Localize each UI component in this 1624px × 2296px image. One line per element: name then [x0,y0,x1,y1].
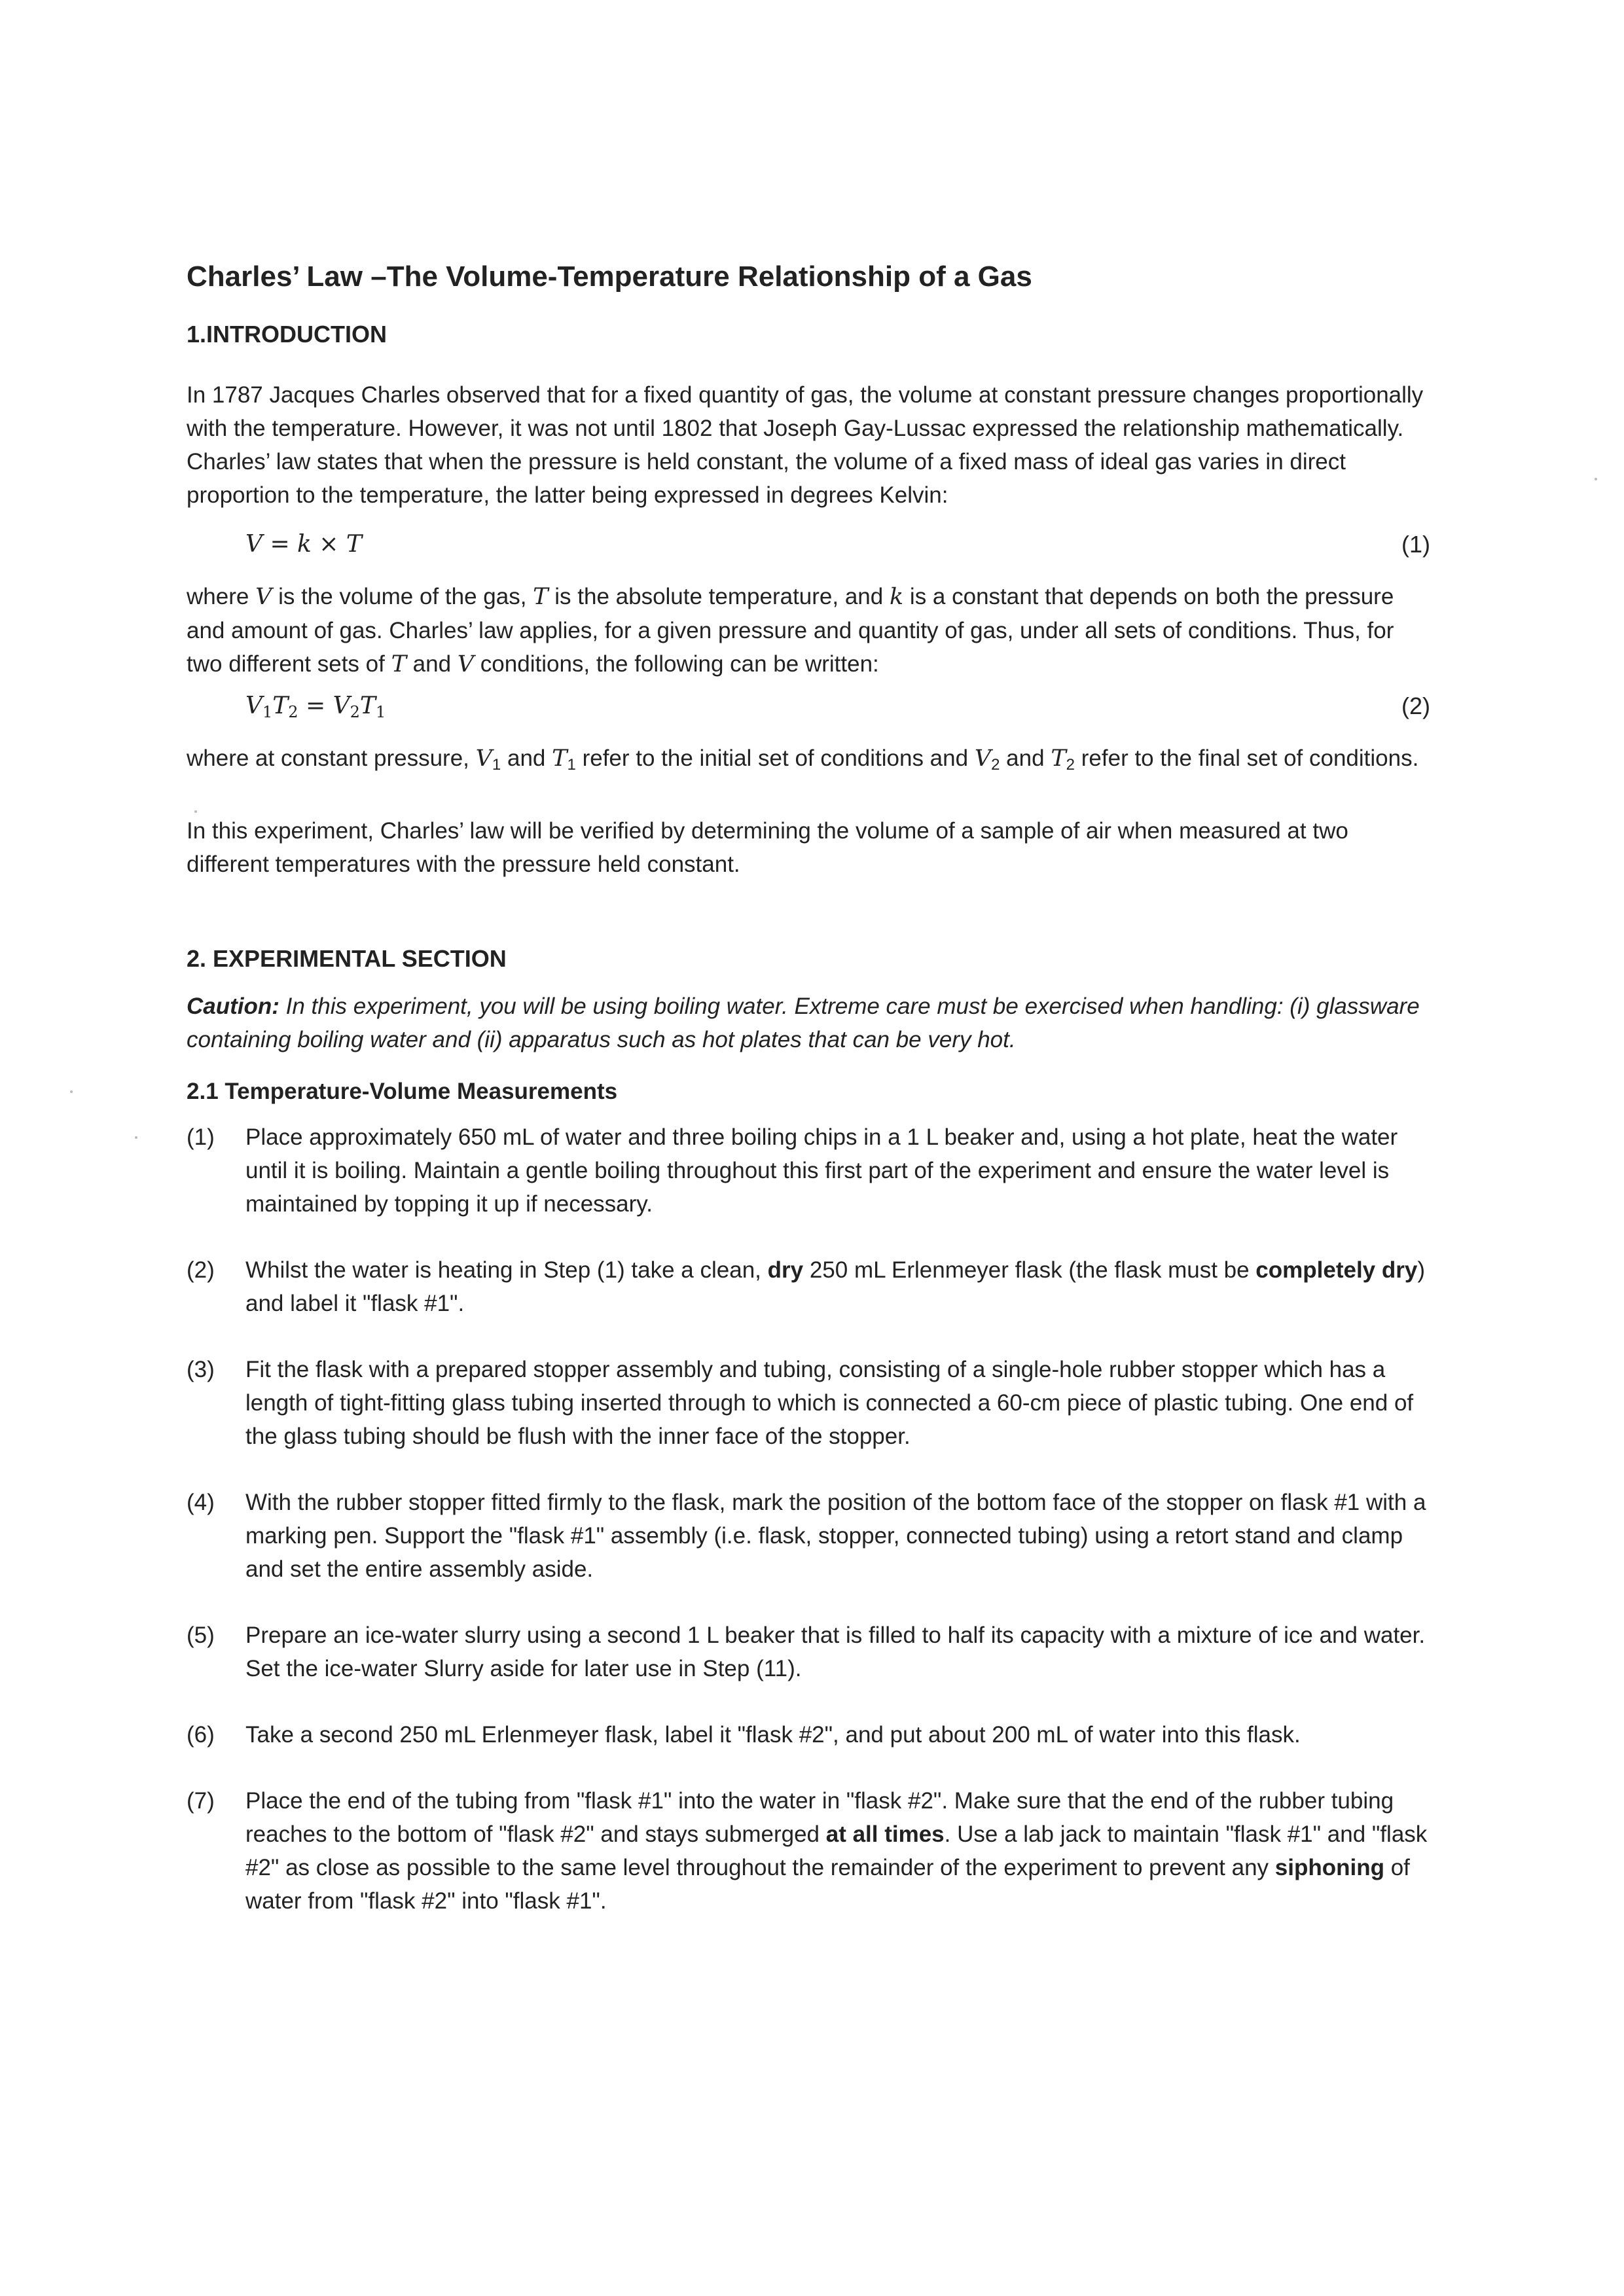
equation-2 [187,688,1430,725]
subscript: 1 [375,703,386,721]
procedure-step [187,1253,1430,1320]
step-number: (2) [187,1257,215,1283]
text-run: and [406,651,458,677]
caution-note [187,990,1430,1056]
subscript: 2 [991,756,1000,774]
step-number: (7) [187,1788,215,1814]
subscript: 2 [288,703,298,721]
procedure-step [187,1718,1430,1751]
intro-paragraph: In 1787 Jacques Charles observed that for a fixed quantity of gas, the volume at constant pressure changes proportionally with the temperature. However, it was not until 1802 that Joseph Gay-Lussac expressed the relationship mathematically. Charles’ law states that when the pressure is held constant, the volume of a fixed mass of ideal gas varies in direct proportion to the temperature, the latter being expressed in degrees Kelvin: [187,382,1424,508]
procedure-step [187,1353,1430,1453]
step-text: Take a second 250 mL Erlenmeyer flask, label it "flask #2", and put about 200 mL of water into this flask. [245,1722,1301,1748]
math-var: T [391,651,406,677]
procedure-steps [187,1121,1430,1918]
text-run: 250 mL Erlenmeyer flask (the flask must be [803,1257,1256,1283]
procedure-step [187,1619,1430,1685]
scan-speck [135,1136,137,1139]
text-run: Place the end of the tubing from "flask #1" into the water in "flask #2". Make sure that the end of the rubber tubing reaches to the bottom of "flask #2" and stays submerged [245,1788,1394,1847]
text-run: . Use a lab jack to maintain "flask #1" and "flask #2" as close as possible to the same level throughout the remainder of the experiment to prevent any [245,1821,1428,1880]
bold-text: completely dry [1255,1257,1418,1283]
equation-1-formula: V = k × T [245,531,362,558]
equation-2-formula [245,688,386,730]
text-run: refer to the final set of conditions. [1075,745,1419,771]
step-text: Fit the flask with a prepared stopper assembly and tubing, consisting of a single-hole rubber stopper which has a length of tight-fitting glass tubing inserted through to which is connected a 60-cm piece of plastic tubing. One end of the glass tubing should be flush with the inner face of the stopper. [245,1357,1414,1449]
equation-2-number: (2) [1401,692,1430,719]
math-var: T [552,745,568,772]
text-run: is the volume of the gas, [272,584,533,609]
text-run: and [1000,745,1051,771]
math-var: T [272,692,289,719]
caution-label: Caution: [187,994,280,1019]
step-text [245,1257,1425,1316]
step-number: (3) [187,1357,215,1382]
equation-1 [187,526,1430,563]
bold-text: at all times [825,1821,945,1847]
subsection-heading: 2.1 Temperature-Volume Measurements [187,1079,618,1104]
intro-paragraph-2 [187,580,1430,681]
intro-paragraph-3 [187,742,1430,781]
step-text: Place approximately 650 mL of water and three boiling chips in a 1 L beaker and, using a hot plate, heat the water until it is boiling. Maintain a gentle boiling throughout this first part of the experiment and ensure the water level is maintained by topping it up if necessary. [245,1124,1398,1217]
step-number: (4) [187,1490,215,1515]
text-run: where at constant pressure, [187,745,476,771]
introduction-heading: 1.INTRODUCTION [187,321,387,348]
math-var: T [1051,745,1066,772]
math-var: V [974,745,992,772]
subscript: 1 [492,756,501,774]
subscript: 2 [350,703,360,721]
subscript: 1 [262,703,273,721]
step-number: (6) [187,1722,215,1748]
equation-1-number: (1) [1401,531,1430,558]
text-run: conditions, the following can be written: [474,651,879,677]
subscript: 1 [567,756,576,774]
scan-speck [70,1090,73,1093]
bold-text: siphoning [1274,1855,1384,1880]
math-var: V [457,651,475,677]
step-number: (1) [187,1124,215,1150]
math-var: T [359,692,376,719]
text-run: of water from "flask #2" into "flask #1". [245,1855,1410,1914]
subscript: 2 [1066,756,1075,774]
procedure-step [187,1486,1430,1586]
document-body [187,260,1430,1918]
equals-sign: = [298,692,333,719]
experimental-heading: 2. EXPERIMENTAL SECTION [187,945,507,972]
text-run: where [187,584,256,609]
text-run: ) and label it "flask #1". [245,1257,1425,1316]
math-var: V [245,692,262,719]
step-text: Prepare an ice-water slurry using a second 1 L beaker that is filled to half its capacity with a mixture of ice and water. Set the ice-water Slurry aside for later use in Step (11). [245,1623,1426,1681]
math-var: V [333,692,350,719]
text-run: is a constant that depends on both the pressure and amount of gas. Charles’ law applies, for a given pressure and quantity of gas, under all sets of conditions. Thus, for two different sets of [187,584,1394,677]
scan-speck [1595,478,1597,480]
caution-text: In this experiment, you will be using boiling water. Extreme care must be exercised when handling: (i) glassware containing boiling water and (ii) apparatus such as hot plates that can be very hot. [187,994,1420,1052]
math-var: k [889,584,904,610]
text-run: refer to the initial set of conditions and [575,745,975,771]
text-run: Whilst the water is heating in Step (1) take a clean, [245,1257,768,1283]
procedure-step [187,1121,1430,1221]
document-title: Charles’ Law –The Volume-Temperature Relationship of a Gas [187,260,1032,293]
math-var: V [475,745,492,772]
math-var: V [255,584,272,610]
math-var: T [533,584,549,610]
step-number: (5) [187,1623,215,1648]
step-text [245,1788,1427,1914]
text-run: and [501,745,552,771]
intro-paragraph-4: In this experiment, Charles’ law will be verified by determining the volume of a sample of air when measured at two different temperatures with the pressure held constant. [187,818,1348,877]
step-text: With the rubber stopper fitted firmly to the flask, mark the position of the bottom face of the stopper on flask #1 with a marking pen. Support the "flask #1" assembly (i.e. flask, stopper, connected tubing) using a retort stand and clamp and set the entire assembly aside. [245,1490,1426,1582]
text-run: is the absolute temperature, and [548,584,890,609]
bold-text: dry [767,1257,804,1283]
procedure-step [187,1784,1430,1918]
